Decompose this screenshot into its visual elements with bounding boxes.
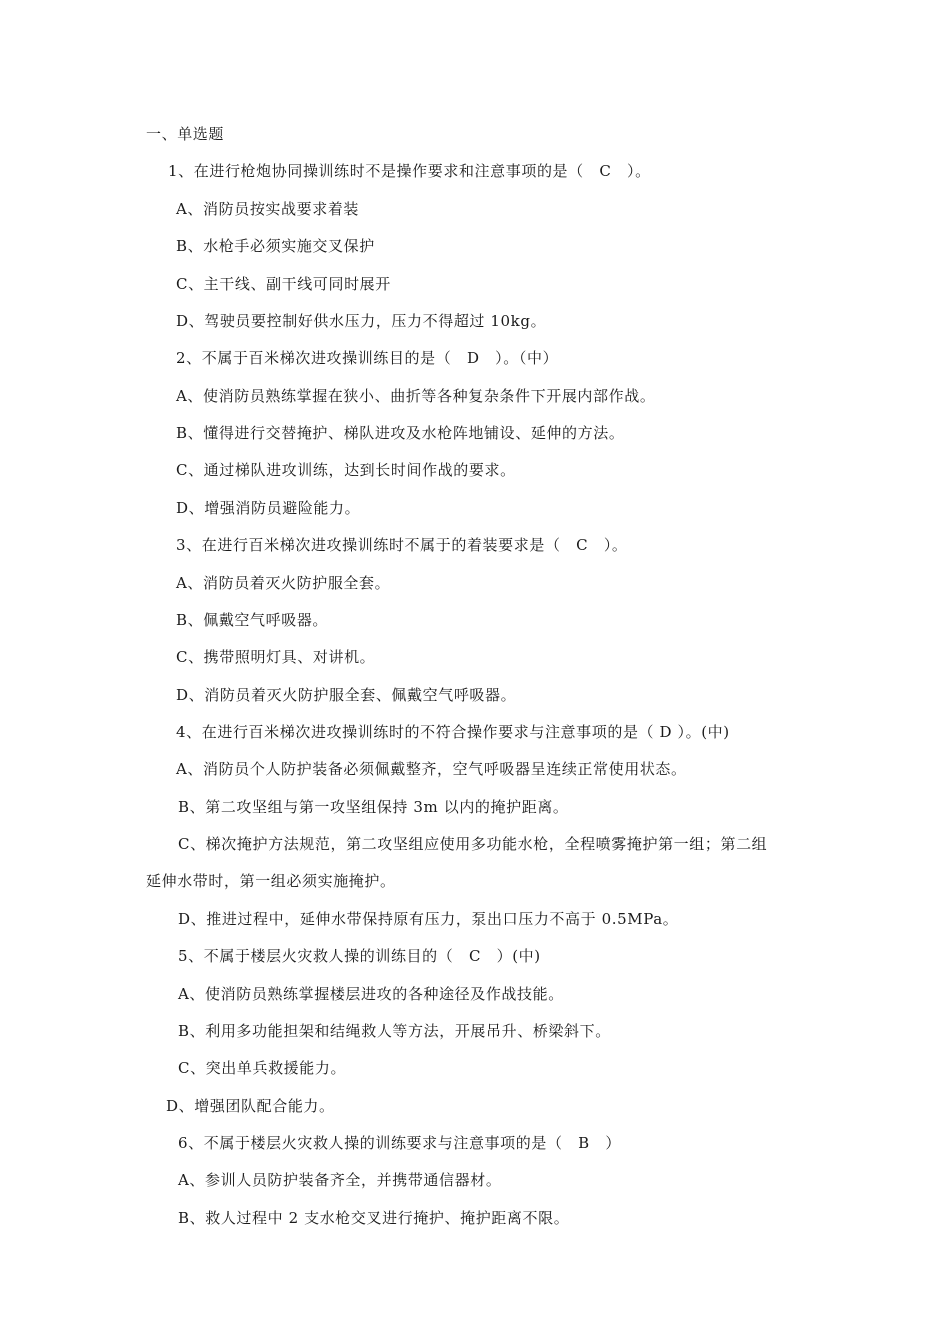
option-2a: A、使消防员熟练掌握在狭小、曲折等各种复杂条件下开展内部作战。 (176, 387, 656, 405)
question-2: 2、不属于百米梯次进攻操训练目的是（ D ）。（中） (176, 349, 559, 367)
question-5: 5、不属于楼层火灾救人操的训练目的（ C ）(中) (178, 947, 541, 965)
option-1c: C、主干线、副干线可同时展开 (176, 275, 391, 293)
option-1a: A、消防员按实战要求着装 (176, 200, 360, 218)
option-1d: D、驾驶员要控制好供水压力，压力不得超过 10kg。 (176, 312, 547, 330)
option-3c: C、携带照明灯具、对讲机。 (176, 648, 376, 666)
option-2d: D、增强消防员避险能力。 (176, 499, 361, 517)
option-5c: C、突出单兵救援能力。 (178, 1059, 347, 1077)
option-2c: C、通过梯队进攻训练，达到长时间作战的要求。 (176, 461, 516, 479)
option-4a: A、消防员个人防护装备必须佩戴整齐，空气呼吸器呈连续正常使用状态。 (176, 760, 687, 778)
option-3d: D、消防员着灭火防护服全套、佩戴空气呼吸器。 (176, 686, 517, 704)
option-4b: B、第二攻坚组与第一攻坚组保持 3m 以内的掩护距离。 (178, 798, 569, 816)
option-6b: B、救人过程中 2 支水枪交叉进行掩护、掩护距离不限。 (178, 1209, 570, 1227)
question-4: 4、在进行百米梯次进攻操训练时的不符合操作要求与注意事项的是（ D ）。(中) (176, 723, 730, 741)
option-4d: D、推进过程中，延伸水带保持原有压力，泵出口压力不高于 0.5MPa。 (178, 910, 679, 928)
option-4c: C、梯次掩护方法规范，第二攻坚组应使用多功能水枪，全程喷雾掩护第一组；第二组 (178, 835, 768, 853)
option-5a: A、使消防员熟练掌握楼层进攻的各种途径及作战技能。 (178, 985, 564, 1003)
question-1: 1、在进行枪炮协同操训练时不是操作要求和注意事项的是（ C ）。 (168, 162, 651, 180)
option-6a: A、参训人员防护装备齐全，并携带通信器材。 (178, 1171, 502, 1189)
question-6: 6、不属于楼层火灾救人操的训练要求与注意事项的是（ B ） (178, 1134, 621, 1152)
section-heading: 一、单选题 (146, 125, 225, 143)
option-5b: B、利用多功能担架和结绳救人等方法，开展吊升、桥梁斜下。 (178, 1022, 611, 1040)
option-3a: A、消防员着灭火防护服全套。 (176, 574, 391, 592)
option-2b: B、懂得进行交替掩护、梯队进攻及水枪阵地铺设、延伸的方法。 (176, 424, 625, 442)
option-4c-continued: 延伸水带时，第一组必须实施掩护。 (146, 872, 396, 890)
question-3: 3、在进行百米梯次进攻操训练时不属于的着装要求是（ C ）。 (176, 536, 628, 554)
option-5d: D、增强团队配合能力。 (166, 1097, 335, 1115)
option-1b: B、水枪手必须实施交叉保护 (176, 237, 375, 255)
option-3b: B、佩戴空气呼吸器。 (176, 611, 329, 629)
